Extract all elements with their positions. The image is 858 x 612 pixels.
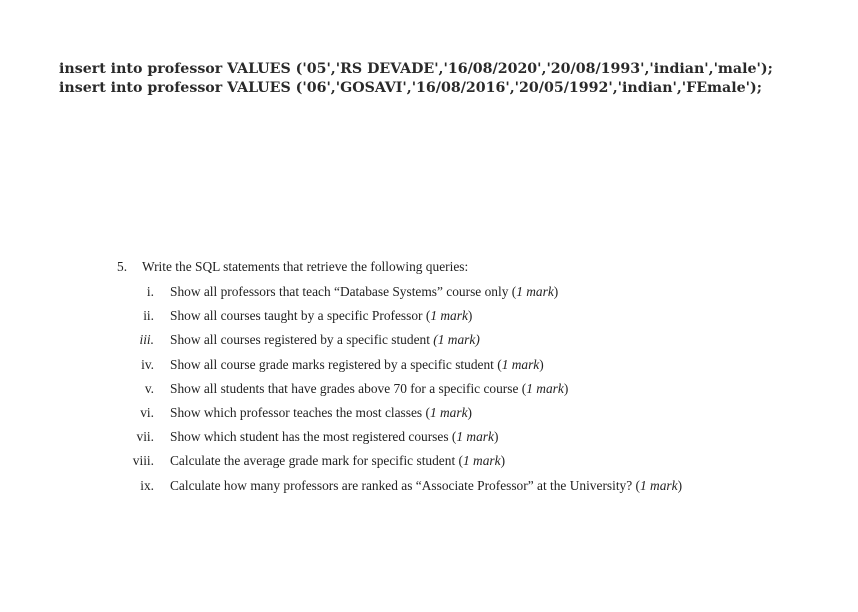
question-header [117,259,682,279]
item-mark: 1 mark [526,380,564,396]
item-text-body: Show all courses taught by a specific Professor [170,308,423,324]
item-text-body: Calculate how many professors are ranked as “Associate Professor” at the University? [170,477,633,493]
item-numeral: ii. [143,308,154,324]
item-text-body: Show all courses registered by a specific student [170,332,430,348]
item-text: Show which professor teaches the most classes (1 mark) [170,404,472,420]
question-text: Write the SQL statements that retrieve the following queries: [142,259,469,274]
item-text-body: Calculate the average grade mark for specific student [170,453,456,469]
item-mark: 1 mark [430,308,468,324]
sql-insert-line-1: insert into professor VALUES ('05','RS DEVADE','16/08/2020','20/08/1993','indian','male'); [59,61,773,77]
item-text: Show which student has the most registered courses (1 mark) [170,429,499,445]
item-numeral: viii. [132,453,154,469]
item-numeral: iii. [139,332,154,348]
item-text: Show all professors that teach “Database Systems” course only (1 mark) [170,284,559,299]
list-item [117,284,682,308]
list-item [117,405,682,429]
list-item [117,357,682,381]
item-text-body: Show all course grade marks registered by a specific student [170,356,494,372]
list-item [117,332,682,356]
item-text-body: Show all professors that teach “Database Systems” course only [170,284,509,299]
item-mark: 1 mark [429,404,468,420]
item-mark: 1 mark [501,356,540,372]
list-item [117,429,682,453]
item-mark: 1 mark [640,477,678,493]
question-5 [117,259,682,502]
item-numeral: vii. [136,429,154,445]
question-number: 5. [117,259,128,274]
item-text-body: Show which student has the most registered courses [170,429,449,445]
question-items-list [117,284,682,502]
sql-insert-line-2: insert into professor VALUES ('06','GOSAVI','16/08/2016','20/05/1992','indian','FEmale'); [59,80,762,96]
item-text: Calculate how many professors are ranked as “Associate Professor” at the University? (1 mark) [170,477,683,493]
item-text: Show all course grade marks registered by a specific student (1 mark) [170,356,544,372]
item-text: Show all students that have grades above 70 for a specific course (1 mark) [170,380,569,396]
item-numeral: ix. [140,477,154,493]
item-mark: 1 mark [516,284,554,299]
item-mark: 1 mark [456,429,494,445]
sql-insert-statements [59,60,773,98]
item-text: Calculate the average grade mark for specific student (1 mark) [170,453,506,469]
item-mark: 1 mark [437,332,476,348]
item-text-body: Show all students that have grades above 70 for a specific course [170,380,519,396]
item-text: Show all courses registered by a specific student (1 mark) [170,332,480,348]
item-numeral: vi. [140,404,154,420]
list-item [117,478,682,502]
list-item [117,308,682,332]
item-numeral: v. [144,380,154,396]
item-numeral: iv. [141,356,154,372]
item-mark: 1 mark [462,453,501,469]
list-item [117,381,682,405]
list-item [117,453,682,477]
item-numeral: i. [146,284,154,299]
item-text: Show all courses taught by a specific Professor (1 mark) [170,308,473,324]
item-text-body: Show which professor teaches the most classes [170,404,423,420]
